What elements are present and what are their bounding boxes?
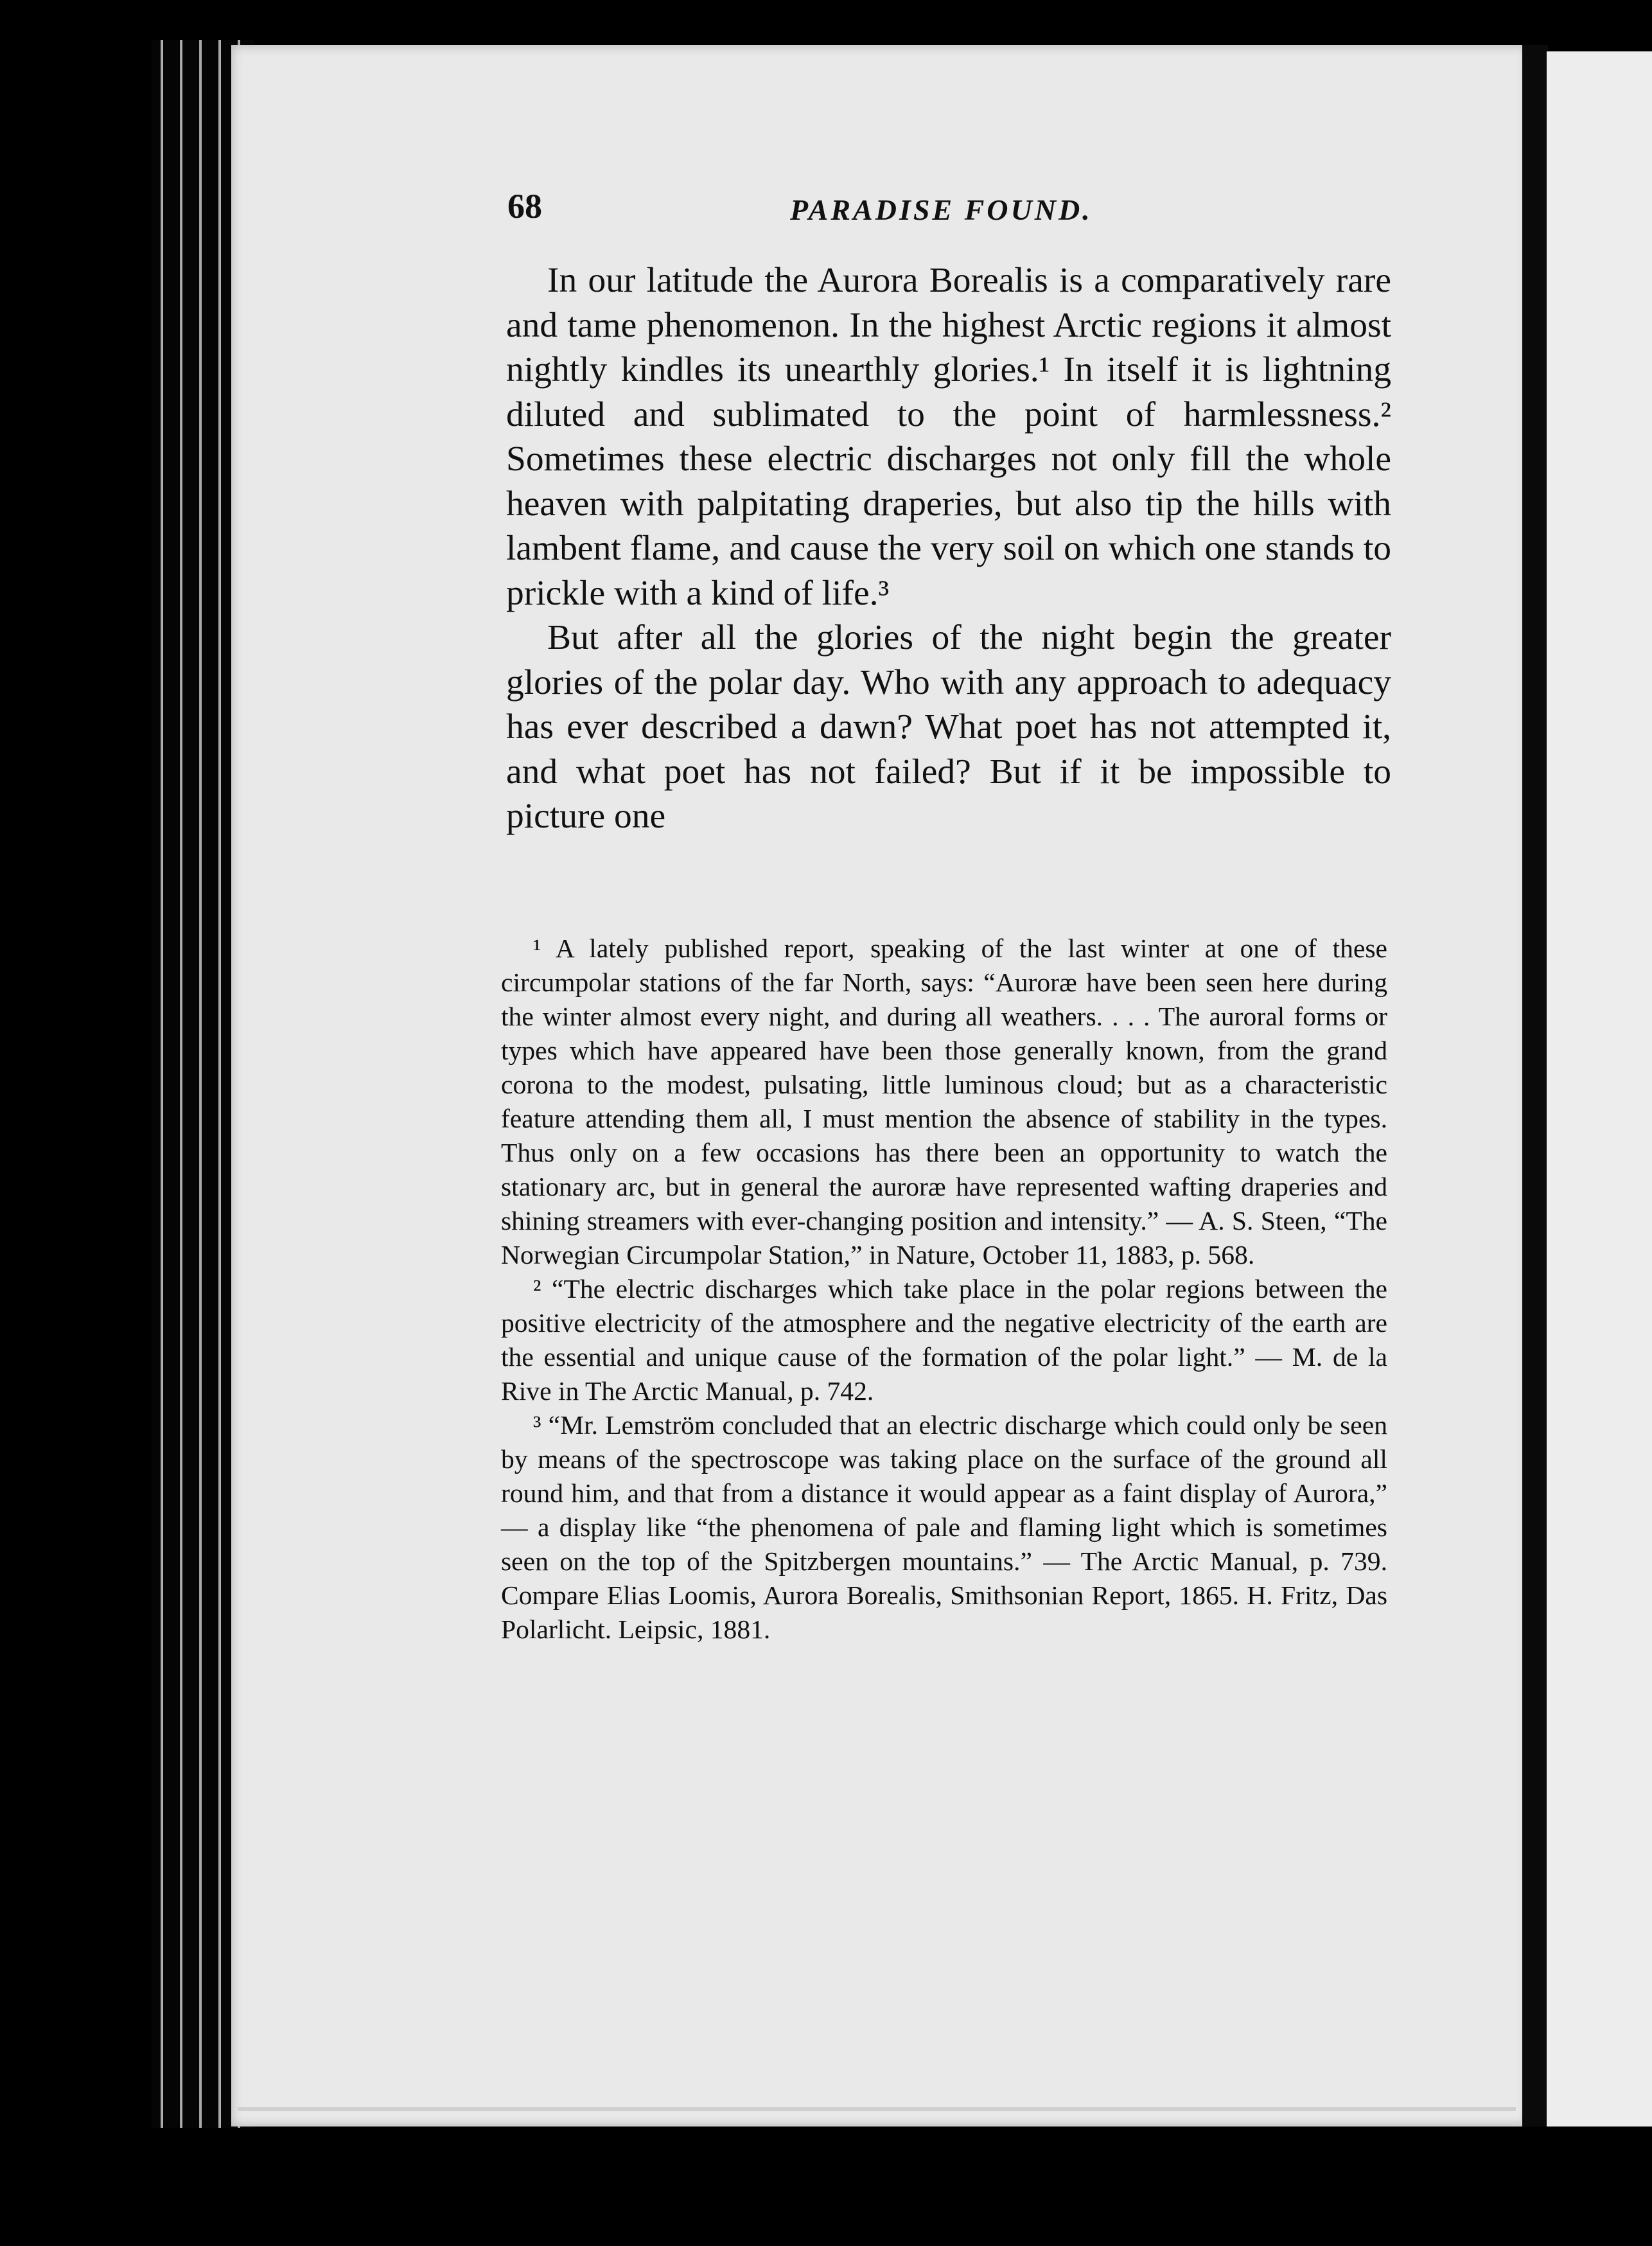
- body-paragraph: But after all the glories of the night begin the greater glories of the polar day. Who with any approach to adequacy has ever described a dawn? What poet has not attempted it, and what poet has not failed? But if it be impossible to picture one: [506, 618, 1391, 836]
- running-head: [507, 186, 1394, 244]
- page-bottom-edge: [238, 2107, 1516, 2111]
- body-text: [506, 258, 1391, 839]
- body-paragraph: In our latitude the Aurora Borealis is a comparatively rare and tame phenomenon. In the highest Arctic regions it almost nightly kindles its unearthly glories.¹ In itself it is lightning diluted and sublimated to the point of harmlessness.² Sometimes these electric discharges not only fill the whole heaven with palpitating draperies, but also tip the hills with lambent flame, and cause the very soil on which one stands to prickle with a kind of life.³: [506, 261, 1391, 613]
- footnote-3: ³ “Mr. Lemström concluded that an electric discharge which could only be seen by means of the spectroscope was taking place on the surface of the ground all round him, and that from a distance it would appear as a faint display of Aurora,” — a display like “the phenomena of pale and flaming light which is sometimes seen on the top of the Spitzbergen mountains.” — The Arctic Manual, p. 739. Compare Elias Loomis, Aurora Borealis, Smithsonian Report, 1865. H. Fritz, Das Polarlicht. Leipsic, 1881.: [501, 1410, 1387, 1644]
- footnote-2: ² “The electric discharges which take place in the polar regions between the positive electricity of the atmosphere and the negative electricity of the earth are the essential and unique cause of the formation of the polar light.” — M. de la Rive in The Arctic Manual, p. 742.: [501, 1274, 1387, 1406]
- facing-page-edge: [1547, 51, 1652, 2127]
- page-number: 68: [507, 187, 542, 225]
- running-title: PARADISE FOUND.: [790, 193, 1093, 226]
- book-gutter: [1522, 45, 1548, 2127]
- footnote-1: ¹ A lately published report, speaking of the last winter at one of these circumpolar stations of the far North, says: “Auroræ have been seen here during the winter almost every night, and during all weathers. . . . The auroral forms or types which have appeared have been those generally known, from the grand corona to the modest, pulsating, little luminous cloud; but as a characteristic feature attending them all, I must mention the absence of stability in the types. Thus only on a few occasions has there been an opportunity to watch the stationary arc, but in general the auroræ have represented wafting draperies and shining streamers with ever-changing position and intensity.” — A. S. Steen, “The Norwegian Circumpolar Station,” in Nature, October 11, 1883, p. 568.: [501, 933, 1387, 1269]
- footnotes: [501, 932, 1387, 1647]
